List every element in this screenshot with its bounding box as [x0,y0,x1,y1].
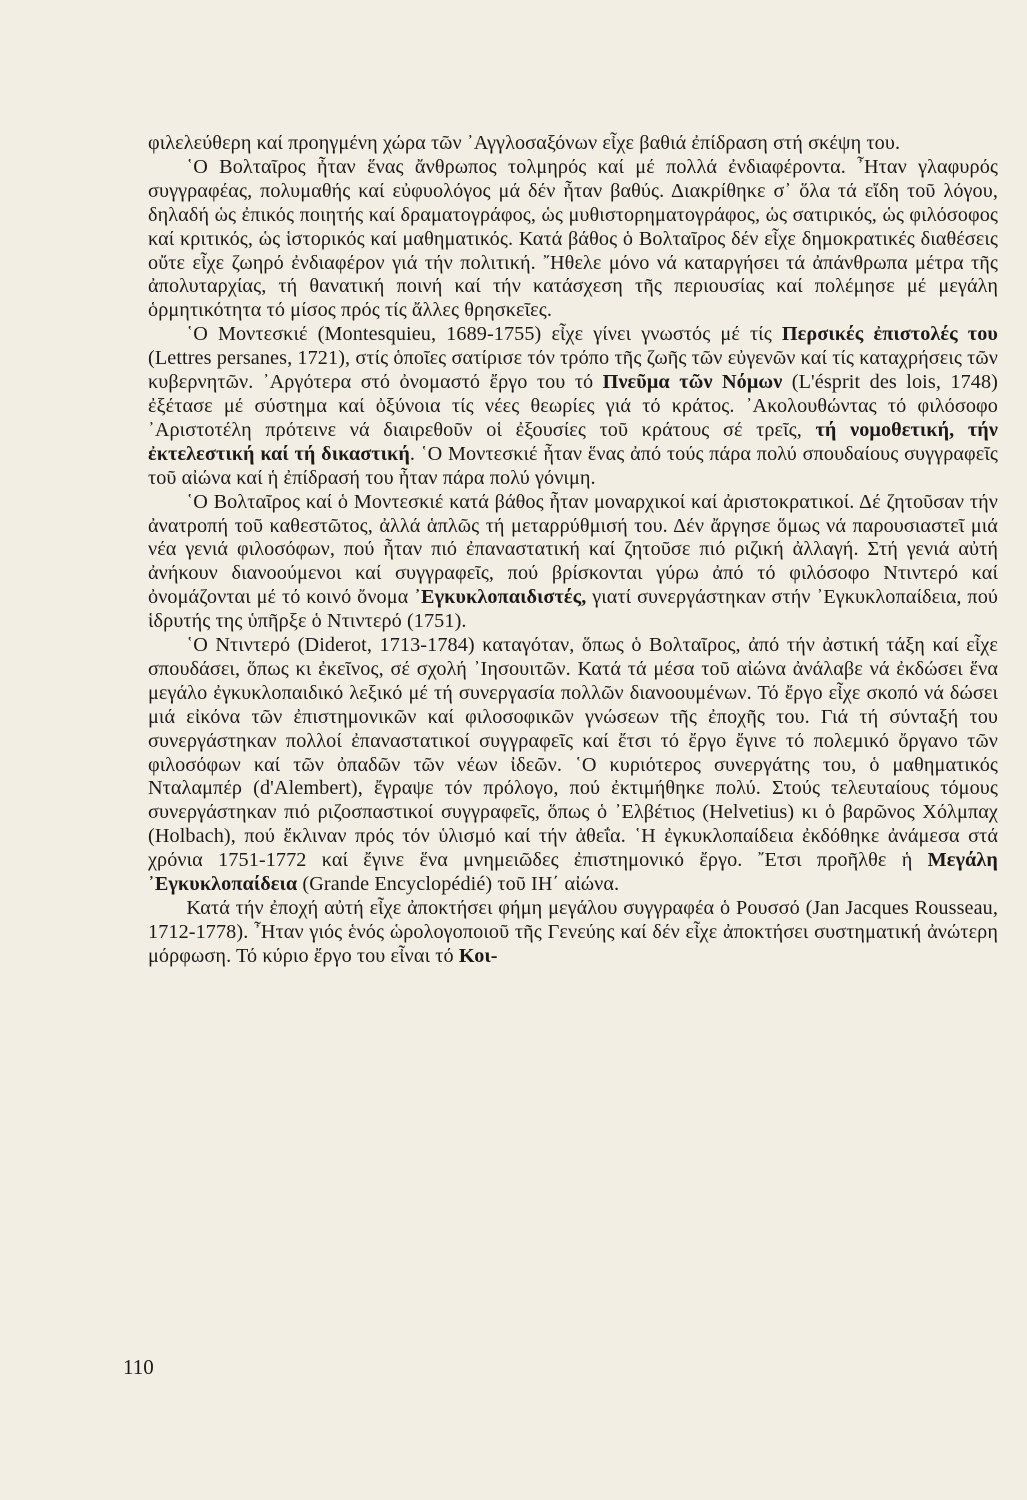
text-run: (Grande Encyclopédié) τοῦ ΙΗ΄ αἰώνα. [297,873,620,896]
paragraph-voltaire [148,156,998,323]
bold-three-powers: τή νομοθετική, τήν ἐκτελεστική καί τή δικαστική [148,418,998,465]
bold-great-encyclopedia: Μεγάλη ᾿Εγκυκλοπαίδεια [148,849,998,896]
text-run: . ῾Ο Μοντεσκιέ ἦταν ἕνας ἀπό τούς πάρα πολύ σπουδαίους συγγραφεῖς τοῦ αἰώνα καί ἡ ἐπίδρασή του ἦταν πάρα πολύ γόνιμη. [148,442,998,489]
bold-title-spirit-of-laws: Πνεῦμα τῶν Νόμων [602,371,783,394]
paragraph-continuation [148,132,998,156]
paragraph-rousseau [148,897,998,969]
text-run: Κατά τήν ἐποχή αὐτή εἶχε ἀποκτήσει φήμη μεγάλου συγγραφέα ὁ Ρουσσό (Jan Jacques Rousseau, 1712-1778). ῏Ηταν γιός ἑνός ὡρολογοποιοῦ τῆς Γενεύης καί δέν εἶχε ἀποκτήσει συστηματική ἀνώτερη μόρφωση. Τό κύριο ἔργο του εἶναι τό [148,897,998,967]
text-run: ῾Ο Ντιντερό (Diderot, 1713-1784) καταγόταν, ὅπως ὁ Βολταῖρος, ἀπό τήν ἀστική τάξη καί εἶχε σπουδάσει, ὅπως κι ἐκεῖνος, σέ σχολή ᾿Ιησουιτῶν. Κατά τά μέσα τοῦ αἰώνα ἀνάλαβε νά ἐκδώσει ἕνα μεγάλο ἐγκυκλοπαιδικό λεξικό μέ τή συνεργασία πολλῶν διανοουμένων. Τό ἔργο εἶχε σκοπό νά δώσει μιά εἰκόνα τῶν ἐπιστημονικῶν καί φιλοσοφικῶν γνώσεων τῆς ἐποχῆς του. Γιά τή σύνταξή του συνεργάστηκαν πολλοί ἐπαναστατικοί συγγραφεῖς καί ἔτσι τό ἔργο ἔγινε τό πολεμικό ὄργανο τῶν φιλοσόφων καί τῶν ὀπαδῶν τῶν νέων ἰδεῶν. ῾Ο κυριότερος συνεργάτης του, ὁ μαθηματικός Νταλαμπέρ (d'Alembert), ἔγραψε τόν πρόλογο, πού ἐκτιμήθηκε πολύ. Στούς τελευταίους τόμους συνεργάστηκαν πιό ριζοσπαστικοί συγγραφεῖς, ὅπως ὁ ᾿Ελβέτιος (Helvetius) κι ὁ βαρῶνος Χόλμπαχ (Holbach), πού ἔκλιναν πρός τόν ὑλισμό καί τήν ἀθεΐα. ῾Η ἐγκυκλοπαίδεια ἐκδόθηκε ἀνάμεσα στά χρόνια 1751-1772 καί ἔγινε ἕνα μνημειῶδες ἐπιστημονικό ἔργο. ῎Ετσι προῆλθε ἡ [148,634,998,872]
text-run: γιατί συνεργάστηκαν στήν ᾿Εγκυκλοπαίδεια, πού ἱδρυτής της ὑπῆρξε ὁ Ντιντερό (1751). [148,586,998,633]
paragraph-diderot [148,634,998,897]
text-run: ῾Ο Βολταῖρος καί ὁ Μοντεσκιέ κατά βάθος ἦταν μοναρχικοί καί ἀριστοκρατικοί. Δέ ζητοῦσαν τήν ἀνατροπή τοῦ καθεστῶτος, ἀλλά ἁπλῶς τή μεταρρύθμισή του. Δέν ἄργησε ὅμως νά παρουσιαστεῖ μιά νέα γενιά φιλοσόφων, πού ἦταν πιό ἐπαναστατική καί ζητοῦσε πιό ριζική ἀλλαγή. Στή γενιά αὐτή ἀνήκουν διανοούμενοι καί συγγραφεῖς, πού βρίσκονται γύρω ἀπό τό φιλόσοφο Ντιντερό καί ὀνομάζονται μέ τό κοινό ὄνομα [148,490,998,609]
paragraph-encyclopedists [148,491,998,634]
body-text [148,132,998,969]
text-run: ῾Ο Μοντεσκιέ (Montesquieu, 1689-1755) εἶχε γίνει γνωστός μέ τίς [186,323,782,346]
text-run: (Lettres persanes, 1721), στίς ὁποῖες σατίρισε τόν τρόπο τῆς ζωῆς τῶν εὐγενῶν καί τίς καταχρήσεις τῶν κυβερνητῶν. ᾿Αργότερα στό ὀνομαστό ἔργο του τό [148,347,998,394]
page-number: 110 [123,1355,154,1379]
bold-encyclopedists: ᾿Εγκυκλοπαιδιστές, [414,586,587,609]
text-run: ῾Ο Βολταῖρος ἦταν ἕνας ἄνθρωπος τολμηρός καί μέ πολλά ἐνδιαφέροντα. ῏Ηταν γλαφυρός συγγραφέας, πολυμαθής καί εὐφυολόγος μά δέν ἦταν βαθύς. Διακρίθηκε σ᾿ ὅλα τά εἴδη τοῦ λόγου, δηλαδή ὡς ἐπικός ποιητής καί δραματογράφος, ὡς μυθιστορηματογράφος, ὡς σατιρικός, ὡς φιλόσοφος καί κριτικός, ὡς ἱστορικός καί μαθηματικός. Κατά βάθος ὁ Βολταῖρος δέν εἶχε δημοκρατικές διαθέσεις οὔτε εἶχε ζωηρό ἐνδιαφέρον γιά τήν πολιτική. ῎Ηθελε μόνο νά καταργήσει τά ἀπάνθρωπα μέτρα τῆς ἀπολυταρχίας, τή θανατική ποινή καί τήν κατάσχεση τῆς περιουσίας καί πολέμησε μέ μεγάλη ὁρμητικότητα τό μίσος πρός τίς ἄλλες θρησκεῖες. [148,155,998,322]
text-run: (L'ésprit des lois, 1748) ἐξέτασε μέ σύστημα καί ὀξύνοια τίς νέες θεωρίες γιά τό κράτος. ᾿Ακολουθώντας τό φιλόσοφο ᾿Αριστοτέλη πρότεινε νά διαιρεθοῦν οἱ ἐξουσίες τοῦ κράτους σέ τρεῖς, [148,371,998,441]
bold-title-persian-letters: Περσικές ἐπιστολές του [781,323,998,346]
paragraph-montesquieu [148,323,998,490]
bold-social-contract-start: Κοι- [458,944,498,967]
text-run: φιλελεύθερη καί προηγμένη χώρα τῶν ᾿Αγγλοσαξόνων εἶχε βαθιά ἐπίδραση στή σκέψη του. [148,132,901,154]
